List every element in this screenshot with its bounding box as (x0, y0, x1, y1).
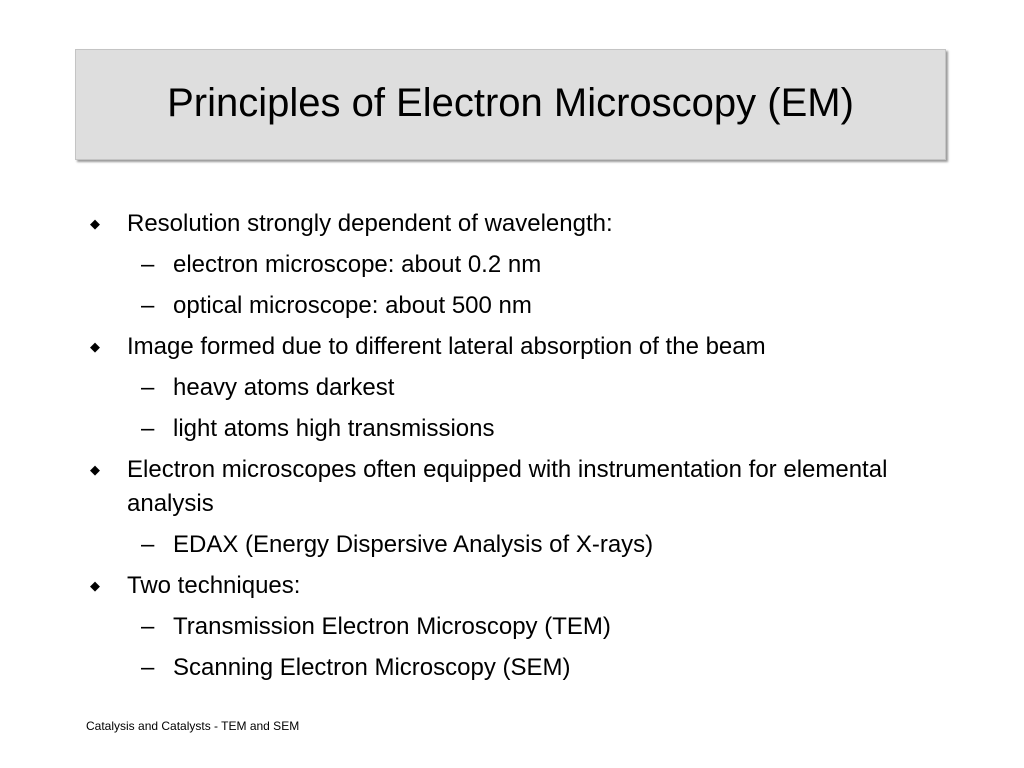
diamond-bullet-icon: ◆ (90, 216, 100, 231)
sub-bullet-item (141, 289, 913, 323)
bullet-list (0, 207, 1024, 692)
sub-bullet-text: Scanning Electron Microscopy (SEM) (173, 654, 571, 681)
bullet-item-resolution (90, 207, 917, 241)
dash-bullet-icon: – (141, 613, 155, 640)
dash-bullet-icon: – (141, 654, 155, 681)
sub-bullet-text: electron microscope: about 0.2 nm (173, 251, 542, 278)
bullet-text: Electron microscopes often equipped with instrumentation for elemental analysis (127, 456, 888, 517)
bullet-item-two-techniques (90, 569, 917, 603)
sub-bullet-item (141, 412, 913, 446)
sub-bullet-item (141, 528, 913, 562)
sub-bullet-text: optical microscope: about 500 nm (173, 292, 532, 319)
diamond-bullet-icon: ◆ (90, 339, 100, 354)
diamond-bullet-icon: ◆ (90, 578, 100, 593)
dash-bullet-icon: – (141, 292, 155, 319)
bullet-item-elemental-analysis (90, 453, 917, 521)
sub-bullet-item (141, 371, 913, 405)
bullet-text: Two techniques: (127, 572, 301, 599)
dash-bullet-icon: – (141, 531, 155, 558)
title-box (75, 49, 946, 160)
slide-title: Principles of Electron Microscopy (EM) (167, 80, 854, 125)
sub-bullet-text: heavy atoms darkest (173, 374, 395, 401)
sub-bullet-text: Transmission Electron Microscopy (TEM) (173, 613, 611, 640)
bullet-text: Image formed due to different lateral absorption of the beam (127, 333, 766, 360)
sub-bullet-text: light atoms high transmissions (173, 415, 495, 442)
sub-bullet-text: EDAX (Energy Dispersive Analysis of X-rays) (173, 531, 654, 558)
sub-bullet-item (141, 610, 913, 644)
bullet-text: Resolution strongly dependent of wavelength: (127, 210, 613, 237)
bullet-item-image-formation (90, 330, 917, 364)
diamond-bullet-icon: ◆ (90, 462, 100, 477)
sub-bullet-item (141, 248, 913, 282)
dash-bullet-icon: – (141, 415, 155, 442)
dash-bullet-icon: – (141, 374, 155, 401)
dash-bullet-icon: – (141, 251, 155, 278)
sub-bullet-item (141, 651, 913, 685)
slide-footer: Catalysis and Catalysts - TEM and SEM (86, 719, 300, 733)
